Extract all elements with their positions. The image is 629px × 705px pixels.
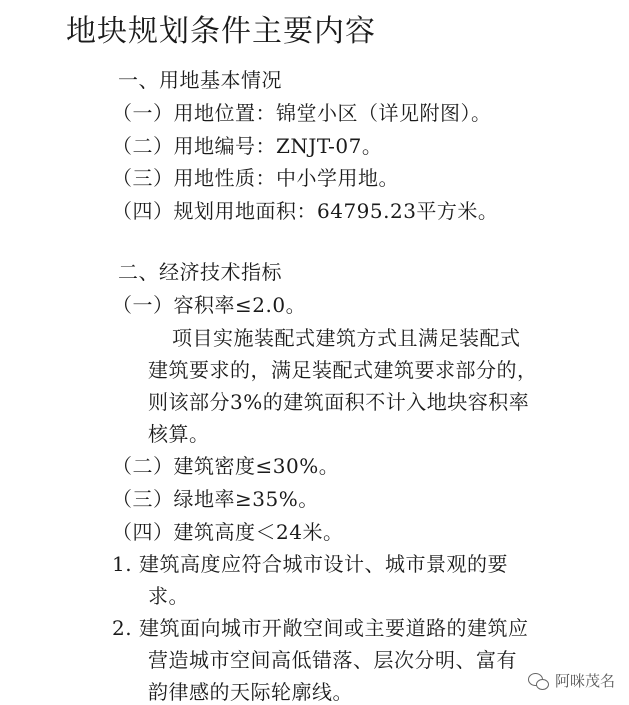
land-usage: （三）用地性质：中小学用地。: [112, 166, 399, 190]
plot-ratio: （一）容积率≤2.0。: [112, 293, 307, 317]
land-area: （四）规划用地面积：64795.23平方米。: [112, 199, 499, 223]
building-height: （四）建筑高度＜24米。: [112, 520, 344, 544]
plot-ratio-note-line-1: 项目实施装配式建筑方式且满足装配式: [172, 326, 521, 350]
building-density: （二）建筑密度≤30%。: [112, 454, 340, 478]
land-number: （二）用地编号：ZNJT-07。: [112, 134, 383, 158]
plot-ratio-note-line-3: 则该部分3%的建筑面积不计入地块容积率: [148, 390, 530, 414]
height-rule-2-line-1: 2. 建筑面向城市开敞空间或主要道路的建筑应: [112, 616, 529, 640]
height-rule-1-line-2: 求。: [148, 584, 189, 608]
height-rule-1-line-1: 1. 建筑高度应符合城市设计、城市景观的要: [112, 552, 508, 576]
plot-ratio-note-line-4: 核算。: [148, 422, 210, 446]
wechat-icon: [528, 672, 550, 690]
plot-ratio-note-line-2: 建筑要求的，满足装配式建筑要求部分的，: [148, 358, 538, 382]
document-title: 地块规划条件主要内容: [66, 14, 376, 49]
land-location: （一）用地位置：锦堂小区（详见附图）。: [112, 101, 492, 125]
watermark: [528, 670, 615, 691]
section-heading-land: 一、用地基本情况: [118, 68, 282, 92]
green-ratio: （三）绿地率≥35%。: [112, 487, 319, 511]
watermark-text: 阿咪茂名: [554, 672, 615, 690]
section-heading-economic: 二、经济技术指标: [118, 260, 282, 284]
height-rule-2-line-3: 韵律感的天际轮廓线。: [148, 680, 353, 704]
height-rule-2-line-2: 营造城市空间高低错落、层次分明、富有: [148, 648, 517, 672]
